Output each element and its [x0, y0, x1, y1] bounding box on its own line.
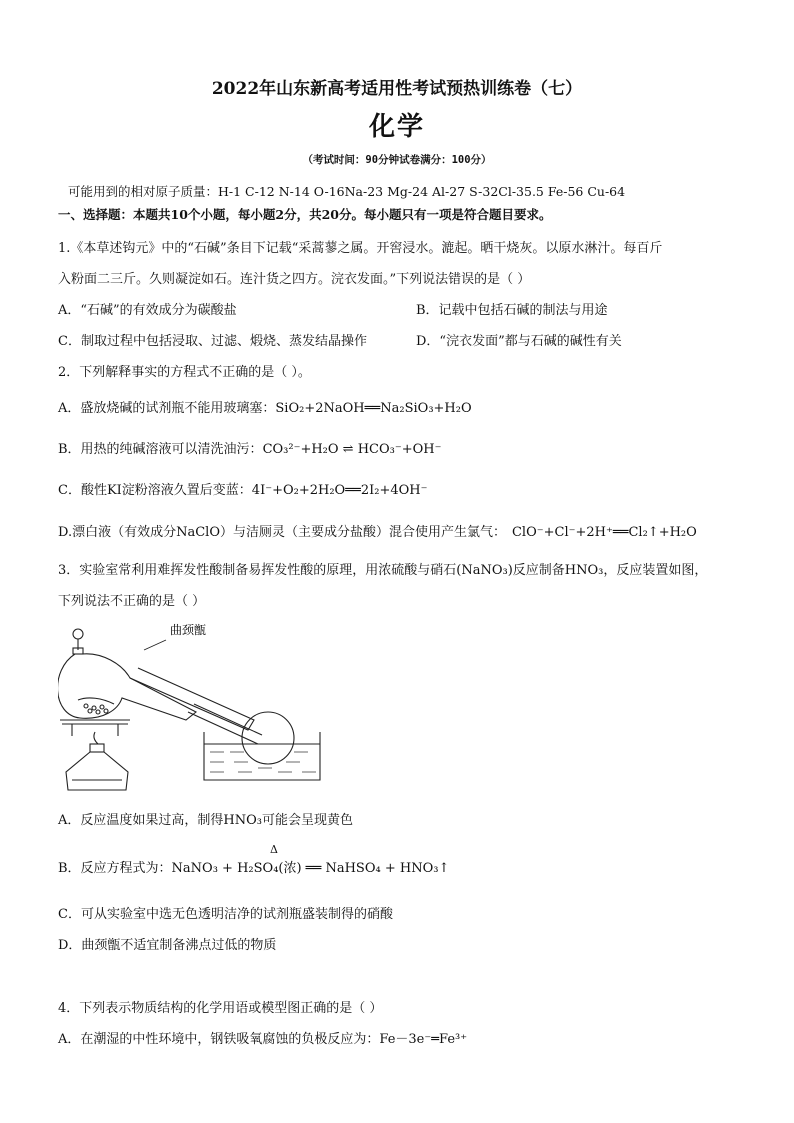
exam-info: （考试时间：90分钟试卷满分：100分） [302, 154, 492, 166]
retort-diagram [58, 620, 328, 795]
q3-option-b [58, 857, 449, 876]
q2-option-d-text: D.漂白液（有效成分NaClO）与洁厕灵（主要成分盐酸）混合使用产生氯气： [58, 525, 506, 540]
q4-option-a: A．在潮湿的中性环境中，钢铁吸氧腐蚀的负极反应为：Fe－3e⁻═Fe³⁺ [58, 1032, 468, 1047]
retort-label: 曲颈甑 [170, 623, 207, 637]
q2-option-b [58, 438, 441, 457]
q3-option-c: C．可从实验室中选无色透明洁净的试剂瓶盛装制得的硝酸 [58, 907, 393, 922]
q1-option-a: A．“石碱”的有效成分为碳酸盐 [58, 303, 237, 318]
q2-option-d-equation: ClO⁻+Cl⁻+2H⁺══Cl₂↑+H₂O [511, 525, 697, 540]
q2-option-c-text: C．酸性KI淀粉溶液久置后变蓝： [58, 483, 252, 498]
q3-stem-line1: 3．实验室常利用难挥发性酸制备易挥发性酸的原理，用浓硫酸与硝石(NaNO₃)反应制备HNO₃，反应装置如图， [58, 563, 708, 578]
q1-option-d: D．“浣衣发面”都与石碱的碱性有关 [416, 334, 622, 349]
q2-option-b-text: B．用热的纯碱溶液可以清洗油污： [58, 442, 263, 457]
q1-stem-line2: 入粉面二三斤。久则凝淀如石。连汁货之四方。浣衣发面。”下列说法错误的是（ ） [58, 272, 531, 287]
retort-apparatus-figure [58, 620, 328, 795]
q2-option-c [58, 479, 428, 498]
q2-stem: 2．下列解释事实的方程式不正确的是（ ）。 [58, 365, 311, 380]
q2-option-d [58, 521, 697, 540]
q2-option-a-equation: SiO₂+2NaOH══Na₂SiO₃+H₂O [275, 401, 472, 416]
atomic-masses: 可能用到的相对原子质量：H-1 C-12 N-14 O-16Na-23 Mg-24 Al-27 S-32Cl-35.5 Fe-56 Cu-64 [68, 184, 626, 199]
q1-option-b: B．记载中包括石碱的制法与用途 [416, 303, 608, 318]
q3-option-b-equation: B．反应方程式为：NaNO₃ + H₂SO₄(浓) ══ NaHSO₄ + HNO₃↑ [58, 861, 450, 876]
q4-stem: 4．下列表示物质结构的化学用语或模型图正确的是（ ） [58, 1001, 383, 1016]
subject-title: 化学 [368, 112, 425, 142]
heat-delta-symbol: Δ [270, 843, 278, 856]
q3-stem-line2: 下列说法不正确的是（ ） [58, 594, 206, 609]
q2-option-a [58, 397, 472, 416]
q2-option-c-equation: 4I⁻+O₂+2H₂O══2I₂+4OH⁻ [251, 483, 428, 498]
q2-option-a-text: A．盛放烧碱的试剂瓶不能用玻璃塞： [58, 401, 276, 416]
q3-option-a: A．反应温度如果过高，制得HNO₃可能会呈现黄色 [58, 813, 353, 828]
q1-option-c: C．制取过程中包括浸取、过滤、煅烧、蒸发结晶操作 [58, 334, 367, 349]
section-heading: 一、选择题：本题共10个小题，每小题2分，共20分。每小题只有一项是符合题目要求。 [58, 207, 552, 222]
q1-stem-line1: 1.《本草述钩元》中的“石碱”条目下记载“采蒿蓼之属。开窖浸水。漉起。晒干烧灰。以原水淋汁。每百斤 [58, 241, 663, 256]
q3-option-d: D．曲颈甑不适宜制备沸点过低的物质 [58, 938, 277, 953]
exam-title: 2022年山东新高考适用性考试预热训练卷（七） [211, 79, 583, 99]
q2-option-b-equation: CO₃²⁻+H₂O ⇌ HCO₃⁻+OH⁻ [262, 442, 442, 457]
